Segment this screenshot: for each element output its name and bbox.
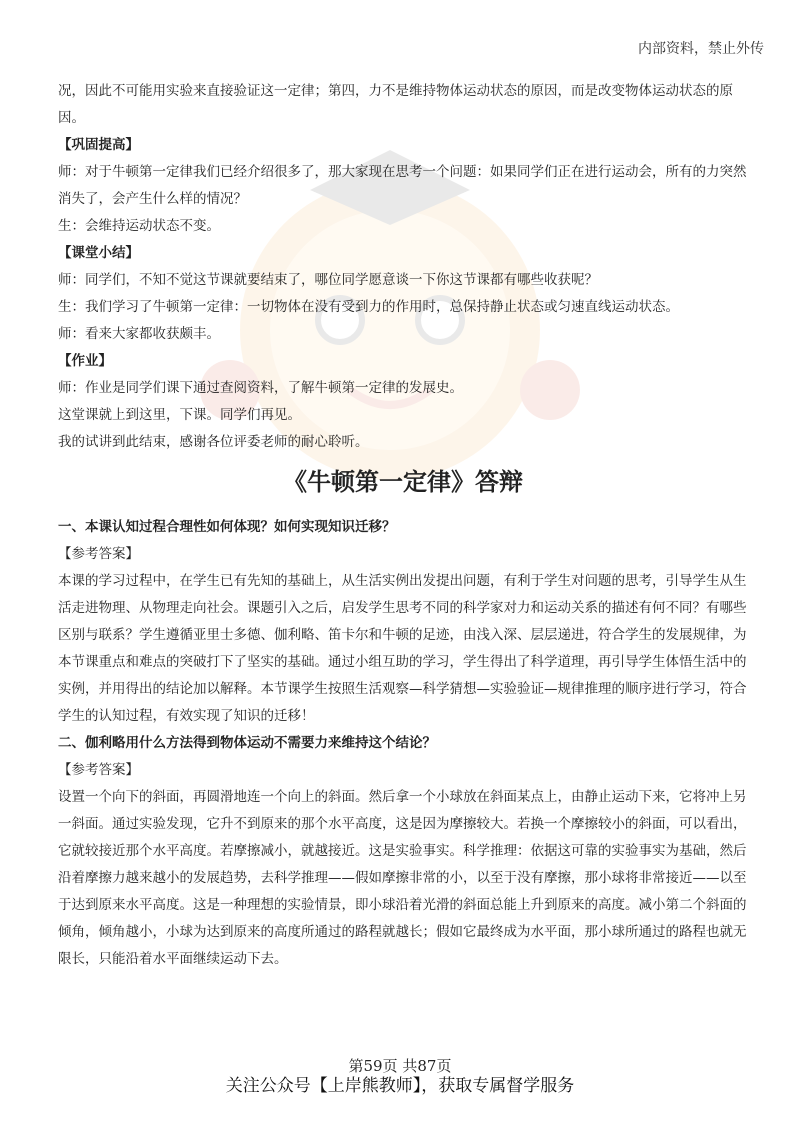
defense-answer-1: 本课的学习过程中，在学生已有先知的基础上，从生活实例出发提出问题，有利于学生对问题的思考，引导学生从生活走进物理、从物理走向社会。课题引入之后，启发学生思考不同的科学家对力和运动关系的描述有何不同？有哪些区别与联系？学生遵循亚里士多德、伽利略、笛卡尔和牛顿的足迹，由浅入深、层层递进，符合学生的发展规律，为本节课重点和难点的突破打下了坚实的基础。通过小组互助的学习，学生得出了科学道理，再引导学生体悟生活中的实例，并用得出的结论加以解释。本节课学生按照生活观察—科学猜想—实验验证—规律推理的顺序进行学习，符合学生的认知过程，有效实现了知识的迁移！ [58,573,747,724]
page-footer [0,1058,800,1097]
defense-title: 《牛顿第一定律》答辩 [283,467,523,496]
document-body [58,78,748,973]
lesson-paragraph: 况，因此不可能用实验来直接验证这一定律；第四，力不是维持物体运动状态的原因，而是改变物体运动状态的原因。 [58,83,733,126]
lesson-paragraph: 这堂课就上到这里，下课。同学们再见。 [58,407,301,423]
section-label-summary: 【课堂小结】 [58,245,139,261]
answer-label-2: 【参考答案】 [58,762,139,778]
defense-answer-2: 设置一个向下的斜面，再圆滑地连一个向上的斜面。然后拿一个小球放在斜面某点上，由静止运动下来，它将冲上另一斜面。通过实验发现，它升不到原来的那个水平高度，这是因为摩擦较大。若换一个摩擦较小的斜面，可以看出，它就较接近那个水平高度。若摩擦减小，就越接近。这是实验事实。科学推理：依据这可靠的实验事实为基础，然后沿着摩擦力越来越小的发展趋势，去科学推理——假如摩擦非常的小，以至于没有摩擦，那小球将非常接近——以至于达到原来水平高度。这是一种理想的实验情景，即小球沿着光滑的斜面总能上升到原来的高度。减小第二个斜面的倾角，倾角越小，小球为达到原来的高度所通过的路程就越长；假如它最终成为水平面，那小球所通过的路程也就无限长，只能沿着水平面继续运动下去。 [58,789,747,967]
section-label-consolidate: 【巩固提高】 [58,137,139,153]
section-label-homework: 【作业】 [58,353,112,369]
follow-account-notice: 关注公众号【上岸熊教师】，获取专属督学服务 [225,1076,575,1096]
defense-question-1: 一、本课认知过程合理性如何体现？如何实现知识迁移？ [58,519,396,535]
lesson-paragraph: 师：作业是同学们课下通过查阅资料，了解牛顿第一定律的发展史。 [58,380,463,396]
lesson-paragraph: 师：同学们，不知不觉这节课就要结束了，哪位同学愿意谈一下你这节课都有哪些收获呢？ [58,272,598,288]
lesson-paragraph: 生：会维持运动状态不变。 [58,218,220,234]
answer-label-1: 【参考答案】 [58,546,139,562]
page-number: 第59页 共87页 [348,1057,452,1075]
internal-notice: 内部资料，禁止外传 [638,41,764,57]
lesson-paragraph: 师：看来大家都收获颇丰。 [58,326,220,342]
defense-question-2: 二、伽利略用什么方法得到物体运动不需要力来维持这个结论？ [58,735,436,751]
lesson-paragraph: 生：我们学习了牛顿第一定律：一切物体在没有受到力的作用时，总保持静止状态或匀速直线运动状态。 [58,299,679,315]
lesson-paragraph: 师：对于牛顿第一定律我们已经介绍很多了，那大家现在思考一个问题：如果同学们正在进行运动会，所有的力突然消失了，会产生什么样的情况？ [58,164,747,207]
lesson-paragraph: 我的试讲到此结束，感谢各位评委老师的耐心聆听。 [58,434,369,450]
